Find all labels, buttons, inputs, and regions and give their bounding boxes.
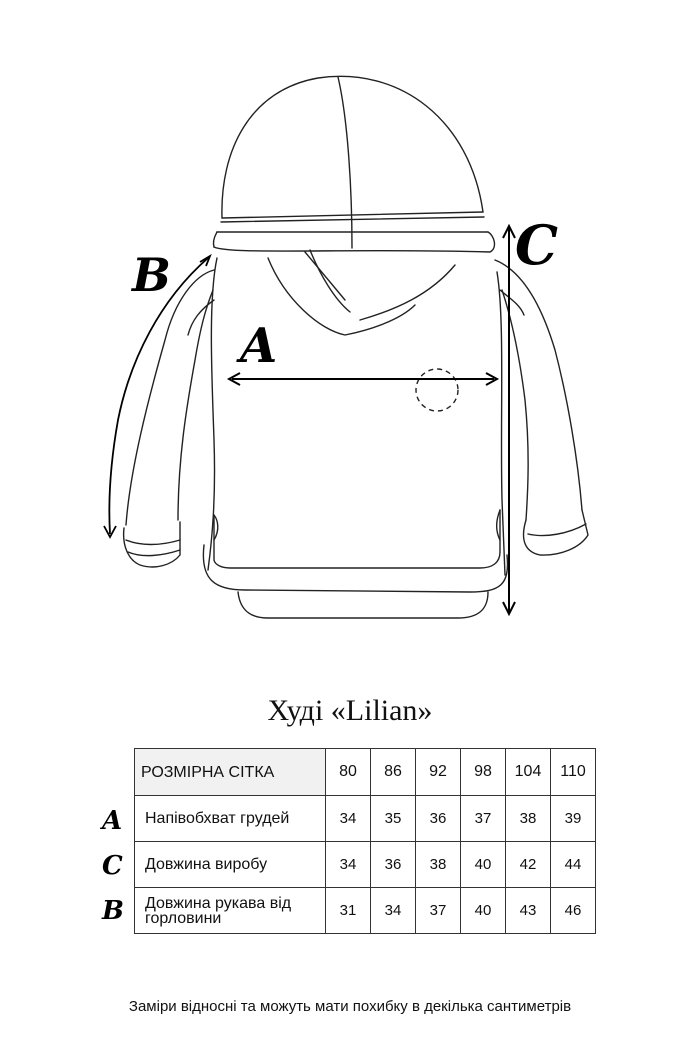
size-header: 92 [416,749,461,796]
table-cell: 40 [461,888,506,934]
table-cell: 38 [416,842,461,888]
logo-placeholder [416,369,458,411]
size-header: 80 [326,749,371,796]
table-row [135,888,596,934]
table-cell: 44 [551,842,596,888]
size-header: 86 [371,749,416,796]
table-cell: 31 [326,888,371,934]
label-a: A [240,318,278,374]
footnote: Заміри відносні та можуть мати похибку в декілька сантиметрів [128,998,572,1015]
row-marker-b: B [102,896,124,926]
table-cell: 34 [326,796,371,842]
table-cell: 42 [506,842,551,888]
body-outline [208,258,217,570]
table-cell: 37 [416,888,461,934]
table-cell: 43 [506,888,551,934]
table-cell: 39 [551,796,596,842]
product-title: Худі «Lilian» [267,694,433,727]
table-cell: 36 [416,796,461,842]
table-header-row [135,749,596,796]
row-label: Напівобхват грудей [135,796,326,842]
row-marker-c: C [102,851,123,881]
row-label: Довжина рукава від горловини [135,888,326,934]
size-grid-header: РОЗМІРНА СІТКА [135,749,326,796]
size-header: 110 [551,749,596,796]
size-table [134,748,596,934]
label-c: C [515,213,558,277]
table-cell: 35 [371,796,416,842]
hood-seam [338,77,352,248]
hood-outline [222,76,483,218]
measure-a-arrow [229,373,497,385]
label-b: B [132,248,171,302]
table-cell: 34 [326,842,371,888]
table-cell: 34 [371,888,416,934]
table-cell: 36 [371,842,416,888]
size-header: 98 [461,749,506,796]
table-cell: 38 [506,796,551,842]
row-label: Довжина виробу [135,842,326,888]
table-row [135,842,596,888]
row-marker-a: A [102,806,123,836]
size-header: 104 [506,749,551,796]
table-cell: 37 [461,796,506,842]
table-cell: 46 [551,888,596,934]
table-row [135,796,596,842]
table-cell: 40 [461,842,506,888]
